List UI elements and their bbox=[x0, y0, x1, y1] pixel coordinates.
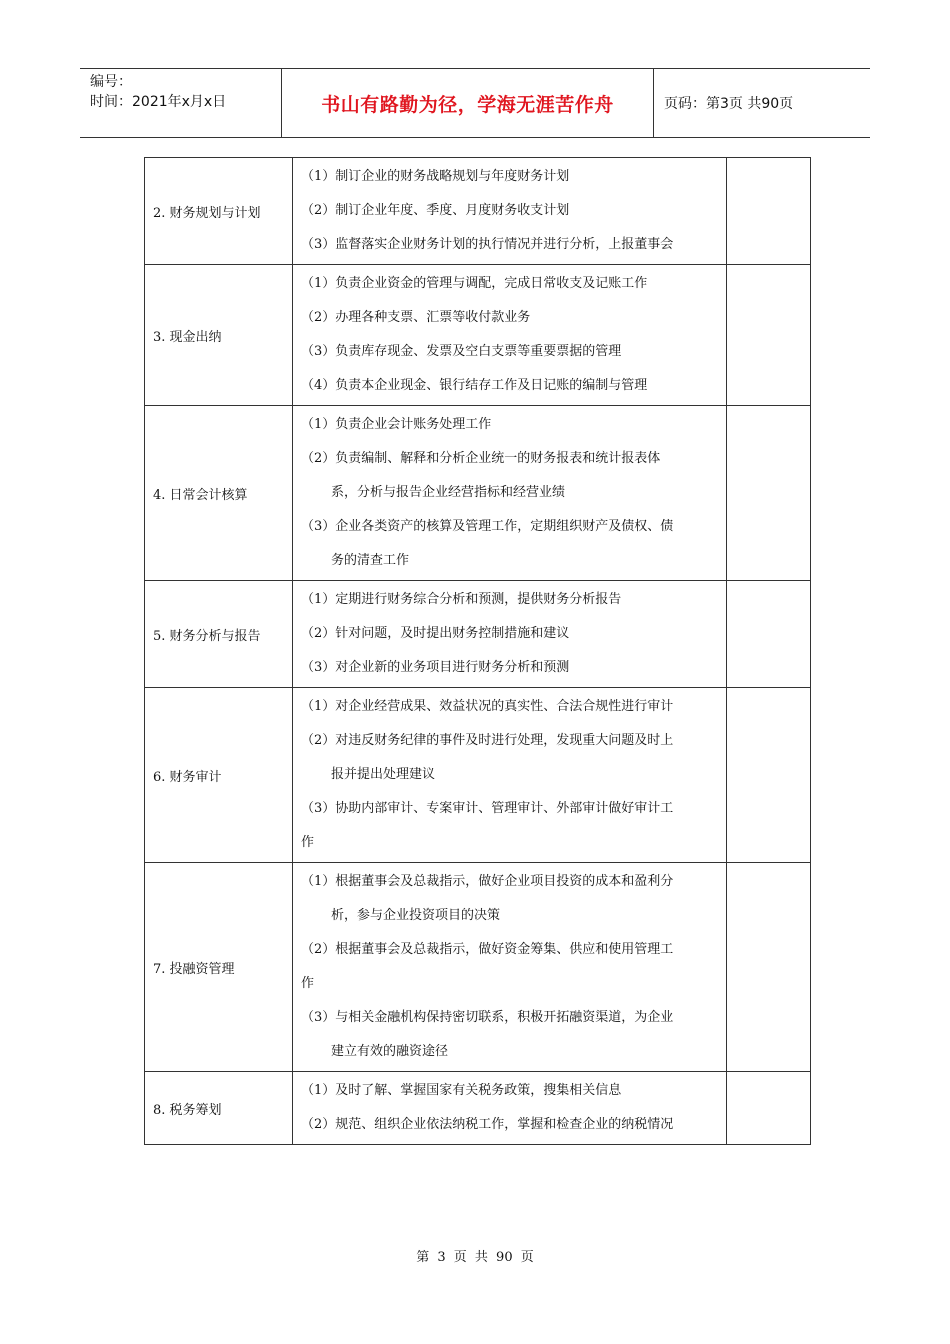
table-row bbox=[145, 158, 811, 265]
duty-item-text: （2）规范、组织企业依法纳税工作，掌握和检查企业的纳税情况 bbox=[301, 1117, 674, 1132]
duty-item bbox=[301, 160, 718, 194]
serial-label: 编号： bbox=[90, 74, 132, 90]
duty-item-text: （3）负责库存现金、发票及空白支票等重要票据的管理 bbox=[301, 344, 622, 359]
duty-item bbox=[301, 301, 718, 335]
duty-items-cell bbox=[293, 158, 727, 265]
duty-item-continuation: 系，分析与报告企业经营指标和经营业绩 bbox=[331, 485, 566, 500]
blank-cell bbox=[727, 1072, 811, 1145]
motto: 书山有路勤为径，学海无涯苦作舟 bbox=[321, 93, 614, 116]
duty-items-cell bbox=[293, 1072, 727, 1145]
duty-item-text: （3）监督落实企业财务计划的执行情况并进行分析，上报董事会 bbox=[301, 237, 674, 252]
category-cell: 5. 财务分析与报告 bbox=[145, 581, 293, 688]
duty-item-text: （2）根据董事会及总裁指示，做好资金筹集、供应和使用管理工 bbox=[301, 942, 674, 957]
duty-item bbox=[301, 617, 718, 651]
duty-item-text: （1）负责企业会计账务处理工作 bbox=[301, 417, 492, 432]
header-meta bbox=[80, 69, 282, 137]
duty-item-text: （3）协助内部审计、专案审计、管理审计、外部审计做好审计工 bbox=[301, 801, 674, 816]
duty-item-text: （3）与相关金融机构保持密切联系，积极开拓融资渠道，为企业 bbox=[301, 1010, 674, 1025]
duty-item bbox=[301, 369, 718, 403]
duty-item bbox=[301, 335, 718, 369]
duty-item-continuation: 作 bbox=[301, 835, 315, 850]
header-motto-cell bbox=[282, 69, 654, 137]
duty-item-text: （1）对企业经营成果、效益状况的真实性、合法合规性进行审计 bbox=[301, 699, 674, 714]
duty-item bbox=[301, 1001, 718, 1069]
page-footer: 第 3 页 共 90 页 bbox=[416, 1250, 534, 1265]
blank-cell bbox=[727, 863, 811, 1072]
blank-cell bbox=[727, 265, 811, 406]
duty-item-continuation: 建立有效的融资途径 bbox=[331, 1044, 449, 1059]
duty-item-text: （2）制订企业年度、季度、月度财务收支计划 bbox=[301, 203, 570, 218]
duty-item-continuation: 报并提出处理建议 bbox=[331, 767, 436, 782]
duty-item-text: （2）针对问题，及时提出财务控制措施和建议 bbox=[301, 626, 570, 641]
duty-item bbox=[301, 865, 718, 933]
duty-item bbox=[301, 267, 718, 301]
table-row bbox=[145, 863, 811, 1072]
table-row bbox=[145, 581, 811, 688]
duty-item bbox=[301, 724, 718, 792]
duty-items-cell bbox=[293, 863, 727, 1072]
duty-item-continuation: 作 bbox=[301, 976, 315, 991]
duty-item-text: （3）企业各类资产的核算及管理工作，定期组织财产及债权、债 bbox=[301, 519, 674, 534]
table-row bbox=[145, 265, 811, 406]
duty-item bbox=[301, 228, 718, 262]
duty-item-text: （1）定期进行财务综合分析和预测，提供财务分析报告 bbox=[301, 592, 622, 607]
category-cell: 8. 税务筹划 bbox=[145, 1072, 293, 1145]
blank-cell bbox=[727, 688, 811, 863]
category-cell: 6. 财务审计 bbox=[145, 688, 293, 863]
duties-table bbox=[144, 157, 811, 1145]
duty-items-cell bbox=[293, 265, 727, 406]
duty-item-text: （2）办理各种支票、汇票等收付款业务 bbox=[301, 310, 531, 325]
page-header bbox=[80, 68, 870, 138]
category-cell: 2. 财务规划与计划 bbox=[145, 158, 293, 265]
category-cell: 7. 投融资管理 bbox=[145, 863, 293, 1072]
blank-cell bbox=[727, 158, 811, 265]
date-label: 时间：2021年x月x日 bbox=[90, 94, 227, 110]
table-row bbox=[145, 688, 811, 863]
duty-item-text: （1）制订企业的财务战略规划与年度财务计划 bbox=[301, 169, 570, 184]
duty-item bbox=[301, 651, 718, 685]
duty-item bbox=[301, 792, 718, 860]
category-cell: 4. 日常会计核算 bbox=[145, 406, 293, 581]
duty-item bbox=[301, 408, 718, 442]
duty-item-continuation: 析，参与企业投资项目的决策 bbox=[331, 908, 501, 923]
duty-item-text: （1）及时了解、掌握国家有关税务政策，搜集相关信息 bbox=[301, 1083, 622, 1098]
duty-item bbox=[301, 933, 718, 1001]
duty-item-text: （3）对企业新的业务项目进行财务分析和预测 bbox=[301, 660, 570, 675]
category-cell: 3. 现金出纳 bbox=[145, 265, 293, 406]
duty-items-cell bbox=[293, 688, 727, 863]
duty-items-cell bbox=[293, 406, 727, 581]
blank-cell bbox=[727, 581, 811, 688]
duty-item-text: （1）根据董事会及总裁指示，做好企业项目投资的成本和盈利分 bbox=[301, 874, 674, 889]
duty-item bbox=[301, 583, 718, 617]
table-row bbox=[145, 1072, 811, 1145]
duty-items-cell bbox=[293, 581, 727, 688]
duty-item-text: （2）对违反财务纪律的事件及时进行处理，发现重大问题及时上 bbox=[301, 733, 674, 748]
duty-item-text: （1）负责企业资金的管理与调配，完成日常收支及记账工作 bbox=[301, 276, 648, 291]
duty-item-text: （4）负责本企业现金、银行结存工作及日记账的编制与管理 bbox=[301, 378, 648, 393]
duty-item bbox=[301, 194, 718, 228]
duty-item bbox=[301, 1108, 718, 1142]
duty-item bbox=[301, 510, 718, 578]
page-info: 页码：第3页 共90页 bbox=[664, 96, 794, 112]
duty-item bbox=[301, 1074, 718, 1108]
duty-item-continuation: 务的清查工作 bbox=[331, 553, 410, 568]
table-row bbox=[145, 406, 811, 581]
duty-item-text: （2）负责编制、解释和分析企业统一的财务报表和统计报表体 bbox=[301, 451, 661, 466]
duty-item bbox=[301, 690, 718, 724]
duty-item bbox=[301, 442, 718, 510]
blank-cell bbox=[727, 406, 811, 581]
